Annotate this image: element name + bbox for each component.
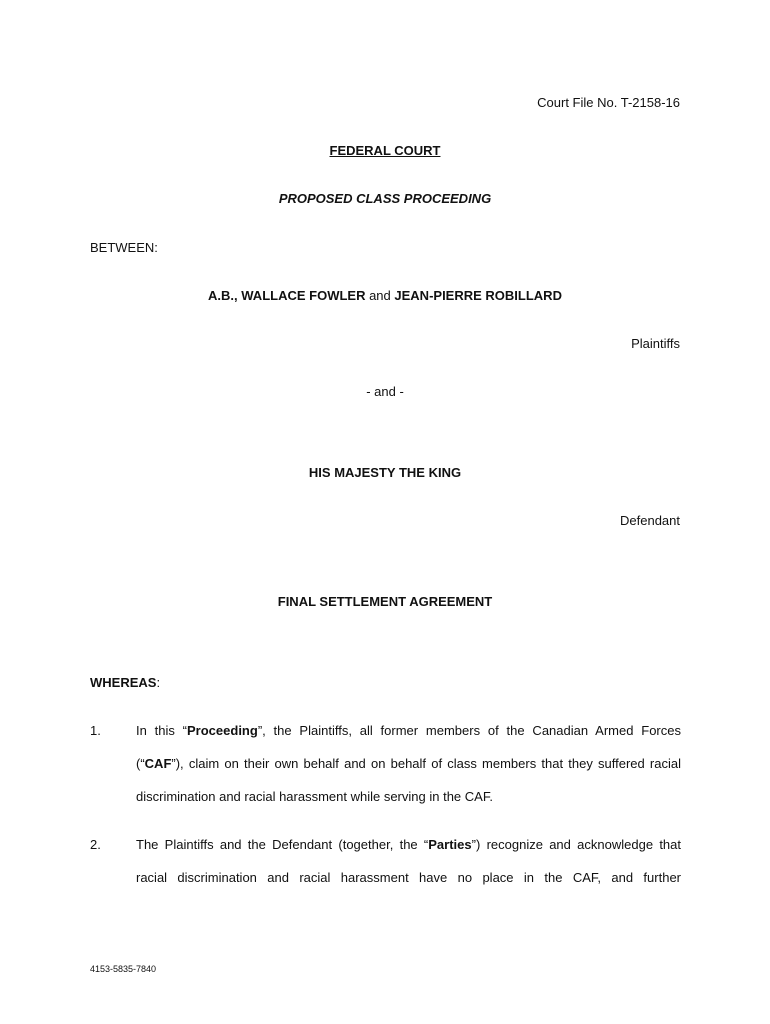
party-separator: - and - [366, 384, 404, 399]
clause-2-line-2: racial discrimination and racial harassment have no place in the CAF, and further [136, 870, 681, 885]
whereas-heading [90, 675, 160, 690]
clause-number: 1. [90, 723, 101, 738]
whereas-label: WHEREAS [90, 675, 157, 690]
defendant-name: HIS MAJESTY THE KING [308, 465, 462, 480]
defined-term: CAF [144, 756, 172, 771]
court-file-number: Court File No. T-2158-16 [537, 95, 680, 110]
clause-1-line-1 [136, 723, 681, 738]
defendant-label: Defendant [620, 513, 680, 528]
clause-text: ”) recognize and acknowledge that [471, 837, 681, 852]
defined-term: Proceeding [187, 723, 258, 738]
court-name: FEDERAL COURT [329, 143, 441, 158]
document-id-footer: 4153-5835-7840 [90, 964, 157, 974]
clause-text: ”, the Plaintiffs, all former members of the Canadian Armed Forces [257, 723, 681, 738]
plaintiffs-names-part2: JEAN-PIERRE ROBILLARD [394, 288, 562, 303]
plaintiffs-and: and [365, 288, 395, 303]
clause-2-line-1 [136, 837, 681, 852]
plaintiffs-names [0, 288, 770, 303]
clause-1-line-2 [136, 756, 681, 771]
proceeding-type: PROPOSED CLASS PROCEEDING [278, 191, 492, 206]
clause-text: ”), claim on their own behalf and on behalf of class members that they suffered racial [171, 756, 681, 771]
defined-term: Parties [428, 837, 472, 852]
clause-text: (“ [136, 756, 145, 771]
clause-1-line-3: discrimination and racial harassment while serving in the CAF. [136, 789, 493, 804]
clause-text: The Plaintiffs and the Defendant (together, the “ [136, 837, 429, 852]
whereas-colon: : [156, 675, 161, 690]
clause-number: 2. [90, 837, 101, 852]
plaintiffs-names-part1: A.B., WALLACE FOWLER [208, 288, 366, 303]
document-title: FINAL SETTLEMENT AGREEMENT [277, 594, 493, 609]
between-label: BETWEEN: [90, 240, 158, 255]
plaintiffs-label: Plaintiffs [631, 336, 680, 351]
clause-text: In this “ [136, 723, 188, 738]
